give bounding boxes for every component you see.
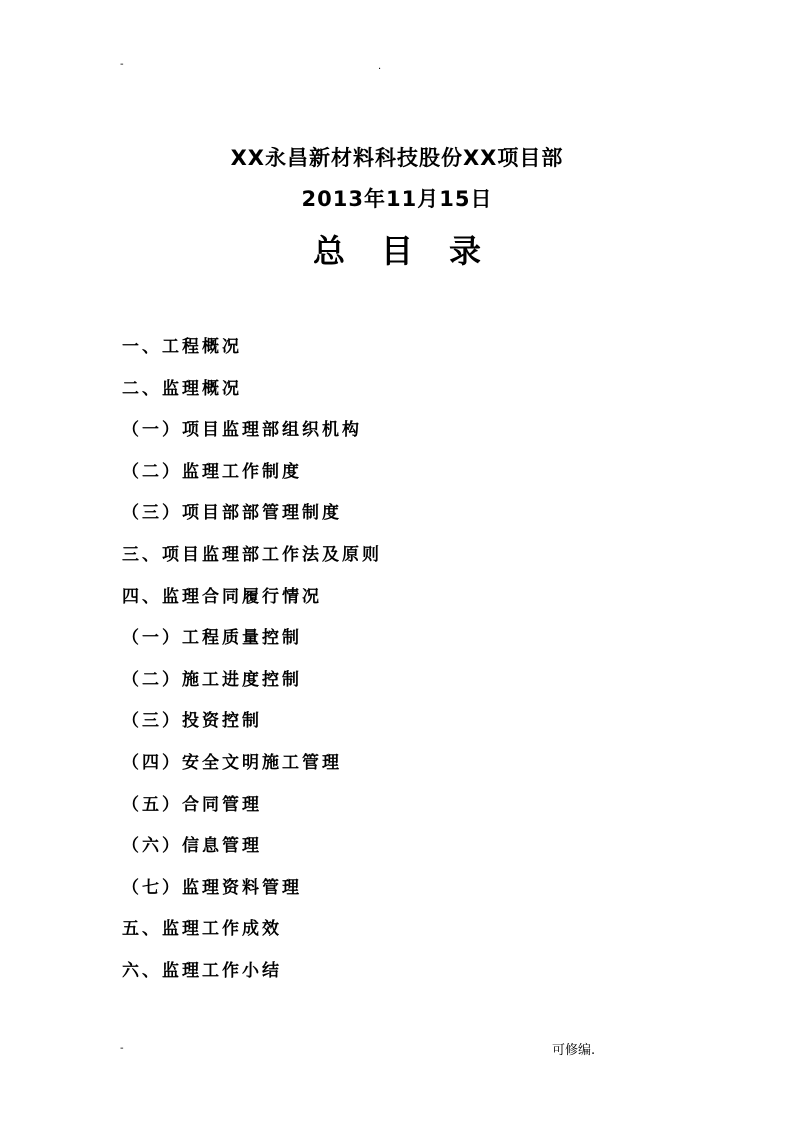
organization-title: XX永昌新材料科技股份XX项目部: [230, 146, 564, 170]
toc-item: （一）工程质量控制: [122, 628, 302, 649]
toc-item: （七）监理资料管理: [122, 877, 302, 898]
footer-note: 可修编.: [552, 1043, 596, 1058]
toc-item: 四、监理合同履行情况: [122, 586, 322, 607]
toc-item: （二）监理工作制度: [122, 461, 302, 482]
toc-item: 三、项目监理部工作法及原则: [122, 544, 382, 565]
page-title: 总目录: [312, 232, 517, 270]
toc-item: （一）项目监理部组织机构: [122, 420, 362, 441]
toc-item: （三）投资控制: [122, 711, 262, 732]
toc-item: （二）施工进度控制: [122, 669, 302, 690]
document-date: 2013年11月15日: [301, 187, 493, 211]
toc-item: （五）合同管理: [122, 794, 262, 815]
page-corner-mark: -: [120, 59, 124, 70]
toc-item: 五、监理工作成效: [122, 919, 282, 940]
toc-item: 一、工程概况: [122, 337, 242, 357]
toc-item: 六、监理工作小结: [122, 960, 282, 981]
toc-item: （四）安全文明施工管理: [122, 752, 342, 773]
page-corner-mark: -: [120, 1043, 124, 1054]
toc-item: 二、监理概况: [122, 378, 242, 399]
toc-item: （六）信息管理: [122, 836, 262, 857]
page-center-mark: .: [378, 61, 382, 72]
table-of-contents: [122, 334, 382, 1000]
toc-item: （三）项目部部管理制度: [122, 503, 342, 524]
